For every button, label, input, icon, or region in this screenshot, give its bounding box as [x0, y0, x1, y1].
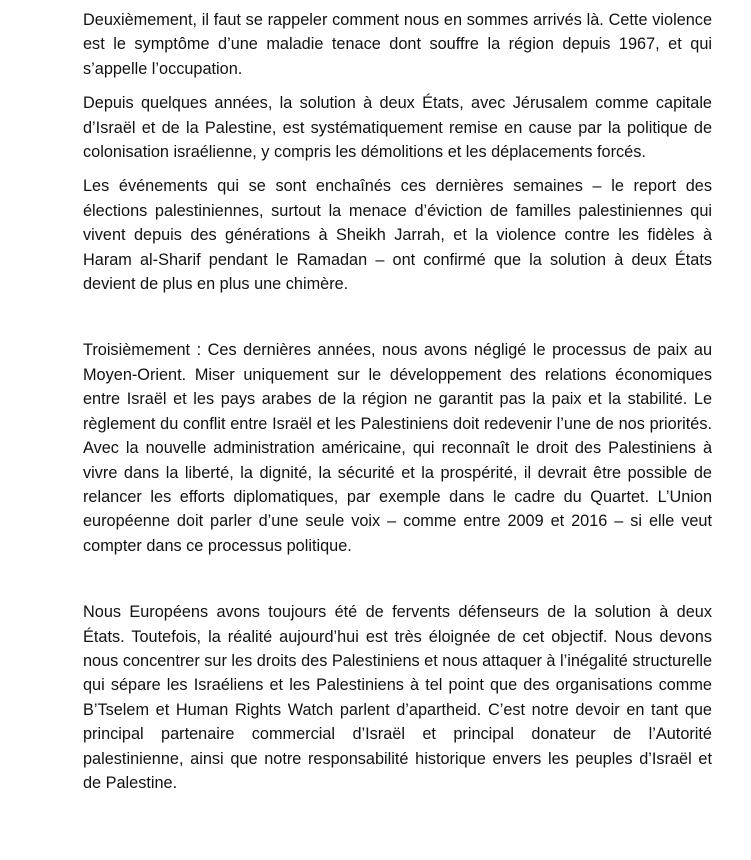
- paragraph-troisiemement: Troisièmement : Ces dernières années, nous avons négligé le processus de paix au Moyen-Orient. Miser uniquement sur le développement des relations économiques entre Israël et les pays arabes de la région ne garantit pas la paix et la stabilité. Le règlement du conflit entre Israël et les Palestiniens doit redevenir l’une de nos priorités. Avec la nouvelle administration américaine, qui reconnaît le droit des Palestiniens à vivre dans la liberté, la dignité, la sécurité et la prospérité, il devrait être possible de relancer les efforts diplomatiques, par exemple dans le cadre du Quartet. L’Union européenne doit parler d’une seule voix – comme entre 2009 et 2016 – si elle veut compter dans ce processus politique.: [83, 341, 712, 555]
- paragraph-solution-deux-etats: Depuis quelques années, la solution à deux États, avec Jérusalem comme capitale d’Israël et de la Palestine, est systématiquement remise en cause par la politique de colonisation israélienne, y compris les démolitions et les déplacements forcés.: [83, 94, 712, 162]
- paragraph-deuxiemement: Deuxièmement, il faut se rappeler comment nous en sommes arrivés là. Cette violence est le symptôme d’une maladie tenace dont souffre la région depuis 1967, et qui s’appelle l’occupation.: [83, 11, 712, 78]
- document-body: [83, 8, 712, 795]
- paragraph-evenements: Les événements qui se sont enchaînés ces dernières semaines – le report des élections palestiniennes, surtout la menace d’éviction de familles palestiniennes qui vivent depuis des générations à Sheikh Jarrah, et la violence contre les fidèles à Haram al-Sharif pendant le Ramadan – ont confirmé que la solution à deux États devient de plus en plus une chimère.: [83, 177, 712, 294]
- paragraph-europeens: Nous Européens avons toujours été de fervents défenseurs de la solution à deux États. Toutefois, la réalité aujourd’hui est très éloignée de cet objectif. Nous devons nous concentrer sur les droits des Palestiniens et nous attaquer à l’inégalité structurelle qui sépare les Israéliens et les Palestiniens à tel point que des organisations comme B’Tselem et Human Rights Watch parlent d’apartheid. C’est notre devoir en tant que principal partenaire commercial d’Israël et principal donateur de l’Autorité palestinienne, ainsi que notre responsabilité historique envers les peuples d’Israël et de Palestine.: [83, 603, 712, 792]
